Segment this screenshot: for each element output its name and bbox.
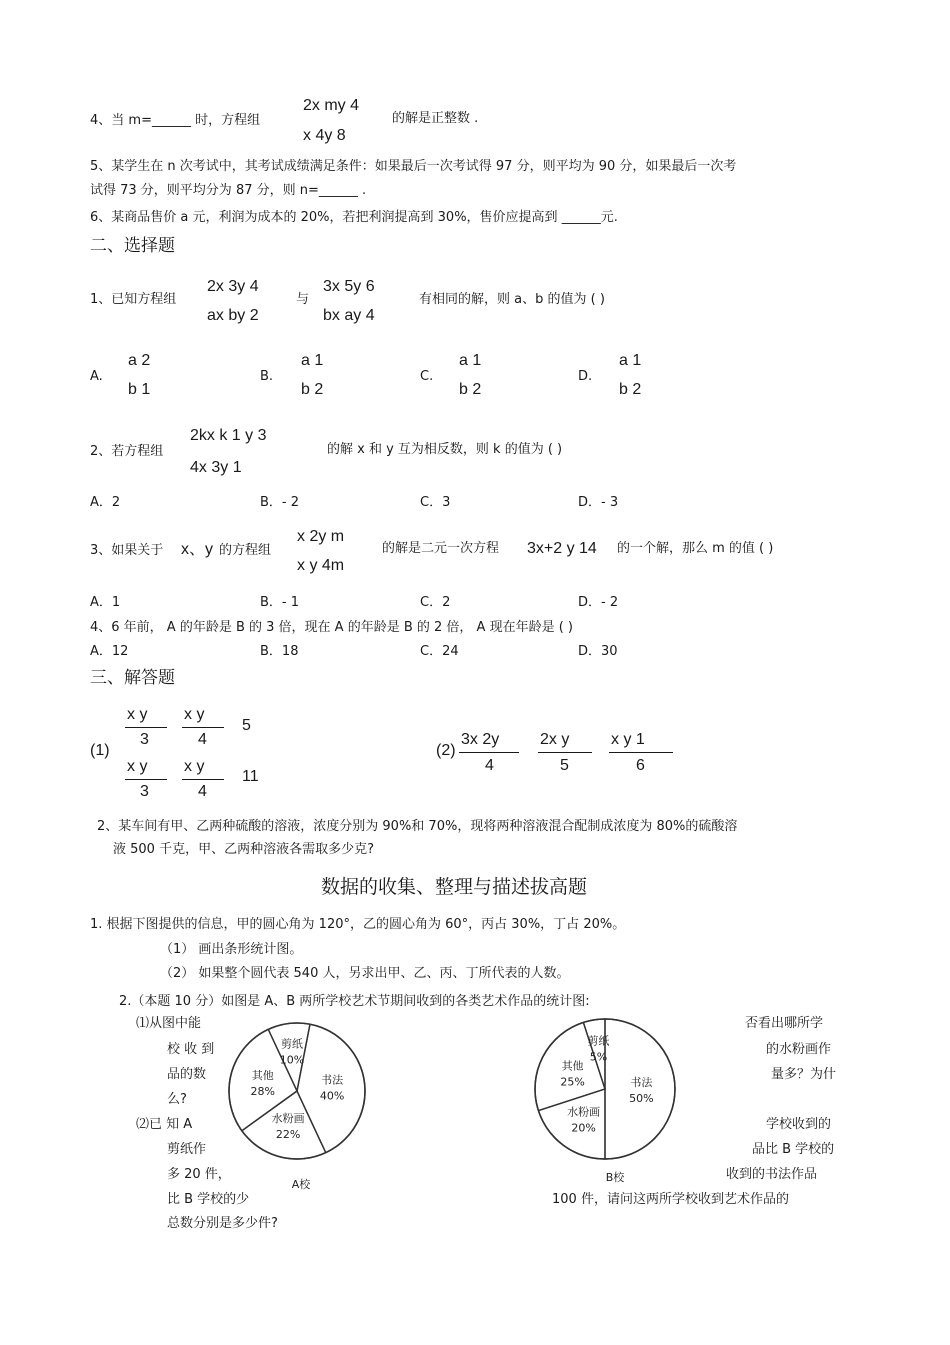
- slice-label-other: 其他: [251, 1069, 274, 1083]
- mc2-option-b: B．- 2: [260, 495, 300, 510]
- mc1-option-a-row1: a 2: [128, 352, 151, 369]
- p2-f2-denominator: 5: [560, 757, 569, 774]
- mc3-option-d: D．- 2: [578, 595, 619, 610]
- slice-label-gouache: 水粉画: [567, 1105, 601, 1119]
- mc3-prefix: 3、如果关于: [90, 543, 164, 558]
- stats-q2-left-8: 比 B 学校的少: [167, 1192, 250, 1207]
- pie-caption: B校: [605, 1171, 625, 1184]
- mc2-system-row2: 4x 3y 1: [190, 459, 242, 476]
- q5-line1: 5、某学生在 n 次考试中，其考试成绩满足条件：如果最后一次考试得 97 分，则平均为 90 分，如果最后一次考: [90, 159, 737, 174]
- stats-q2-left-9: 总数分别是多少件?: [167, 1216, 278, 1231]
- section-title-answers: 三、解答题: [90, 668, 175, 688]
- p1-r2-f2-bar: [182, 779, 224, 780]
- p1-r1-f1-bar: [125, 727, 167, 728]
- stats-q2-right-7: 100 件，请问这两所学校收到艺术作品的: [552, 1192, 789, 1207]
- mc2-option-c: C．3: [420, 495, 451, 510]
- mc2-prefix: 2、若方程组: [90, 444, 164, 459]
- mc3-system-row2: x y 4m: [297, 557, 345, 574]
- mc4-option-a: A．12: [90, 644, 129, 659]
- section-title-choice: 二、选择题: [90, 236, 175, 256]
- slice-label-other: 其他: [561, 1059, 584, 1073]
- problem2-label: (2): [436, 742, 456, 759]
- mc4-option-d: D．30: [578, 644, 618, 659]
- slice-value-calligraphy: 40%: [319, 1089, 345, 1103]
- slice-value-papercut: 10%: [279, 1053, 305, 1067]
- mc3-option-b: B．- 1: [260, 595, 300, 610]
- slice-label-papercut: 剪纸: [281, 1037, 304, 1051]
- p1-r1-f2-bar: [182, 727, 224, 728]
- mc3-post1: 的解是二元一次方程: [382, 541, 500, 556]
- mc1-option-c-label: C.: [420, 369, 434, 384]
- slice-label-gouache: 水粉画: [271, 1112, 305, 1126]
- mc2-option-d: D．- 3: [578, 495, 619, 510]
- q5-line2: 试得 73 分，则平均分为 87 分，则 n=______ .: [90, 183, 367, 198]
- mc2-option-a: A．2: [90, 495, 121, 510]
- mc1-option-d-row1: a 1: [619, 352, 642, 369]
- slice-label-calligraphy: 书法: [321, 1073, 344, 1087]
- slice-value-other: 25%: [560, 1075, 585, 1089]
- p2-f1-denominator: 4: [485, 757, 494, 774]
- answer2-line1: 2、某车间有甲、乙两种硫酸的溶液，浓度分别为 90%和 70%，现将两种溶液混合配制成浓度为 80%的硫酸溶: [97, 819, 738, 834]
- p1-r2-f2-denominator: 4: [198, 783, 207, 800]
- mc3-equation: 3x+2 y 14: [527, 540, 597, 557]
- mc2-suffix: 的解 x 和 y 互为相反数，则 k 的值为 ( ): [327, 442, 563, 457]
- p1-r1-f1-numerator: x y: [127, 706, 148, 723]
- mc1-system-b-row1: 3x 5y 6: [323, 278, 375, 295]
- q6-line: 6、某商品售价 a 元，利润为成本的 20%，若把利润提高到 30%，售价应提高到 ______元.: [90, 210, 618, 225]
- stats-q2-right-4: 学校收到的: [766, 1117, 832, 1132]
- mc1-system-a-row2: ax by 2: [207, 307, 259, 324]
- mc1-option-b-row2: b 2: [301, 381, 324, 398]
- slice-label-papercut: 剪纸: [587, 1034, 610, 1048]
- q4-suffix: 的解是正整数 .: [392, 111, 479, 126]
- mc1-option-b-label: B.: [260, 369, 274, 384]
- p2-f3-bar: [609, 752, 673, 753]
- mc1-option-c-row2: b 2: [459, 381, 482, 398]
- stats-q2-right-2: 的水粉画作: [766, 1042, 832, 1057]
- p2-f3-numerator: x y 1: [611, 731, 645, 748]
- q4-system-row1: 2x my 4: [303, 97, 360, 114]
- p2-f2-numerator: 2x y: [540, 731, 570, 748]
- stats-q2-left-4: 么?: [167, 1092, 187, 1107]
- p1-r2-f1-denominator: 3: [140, 783, 149, 800]
- p1-r2-rhs: 11: [242, 768, 259, 785]
- slice-value-gouache: 20%: [571, 1121, 596, 1135]
- stats-q2-left-1: ⑴从图中能: [136, 1016, 202, 1031]
- problem1-label: (1): [90, 742, 110, 759]
- mc3-option-c: C．2: [420, 595, 451, 610]
- mc1-option-a-row2: b 1: [128, 381, 151, 398]
- slice-value-papercut: 5%: [589, 1050, 608, 1064]
- p2-f2-bar: [538, 752, 592, 753]
- mc3-option-a: A．1: [90, 595, 121, 610]
- pie-chart-school-b: [530, 1012, 690, 1192]
- p2-f3-denominator: 6: [636, 757, 645, 774]
- slice-label-calligraphy: 书法: [630, 1076, 653, 1089]
- stats-q2-left-5: ⑵已 知 A: [136, 1117, 193, 1132]
- p1-r1-rhs: 5: [242, 717, 251, 734]
- stats-q2-left-6: 剪纸作: [167, 1142, 207, 1157]
- p1-r2-f2-numerator: x y: [184, 758, 205, 775]
- mc1-prefix: 1、已知方程组: [90, 292, 177, 307]
- mc1-option-d-row2: b 2: [619, 381, 642, 398]
- stats-q2-right-1: 否看出哪所学: [745, 1016, 824, 1031]
- slice-value-gouache: 22%: [275, 1128, 301, 1142]
- p2-f1-numerator: 3x 2y: [461, 731, 500, 748]
- p1-r1-f2-numerator: x y: [184, 706, 205, 723]
- pie-caption: A校: [291, 1178, 311, 1191]
- mc2-system-row1: 2kx k 1 y 3: [190, 427, 267, 444]
- q4-prefix: 4、当 m=______ 时，方程组: [90, 113, 261, 128]
- mc4-option-b: B．18: [260, 644, 299, 659]
- mc1-suffix: 有相同的解，则 a、b 的值为 ( ): [419, 292, 605, 307]
- stats-q2-left-2: 校 收 到: [167, 1042, 215, 1057]
- stats-q1-sub2: （2） 如果整个圆代表 540 人，另求出甲、乙、丙、丁所代表的人数。: [160, 966, 570, 981]
- mc1-option-c-row1: a 1: [459, 352, 482, 369]
- mc1-option-b-row1: a 1: [301, 352, 324, 369]
- stats-q2-right-5: 品比 B 学校的: [752, 1142, 835, 1157]
- stats-q2-left-3: 品的数: [167, 1067, 207, 1082]
- p1-r2-f1-bar: [125, 779, 167, 780]
- mc3-mid: 的方程组: [219, 543, 272, 558]
- p1-r1-f2-denominator: 4: [198, 731, 207, 748]
- mc1-option-a-label: A.: [90, 369, 103, 384]
- mc4-option-c: C．24: [420, 644, 459, 659]
- mc1-connector: 与: [296, 292, 310, 307]
- mc1-system-a-row1: 2x 3y 4: [207, 278, 259, 295]
- stats-q2-right-6: 收到的书法作品: [726, 1167, 818, 1182]
- q4-system-row2: x 4y 8: [303, 127, 346, 144]
- pie-chart-school-a: [228, 1008, 388, 1198]
- stats-q2-right-3: 量多？为什: [771, 1067, 837, 1082]
- p1-r2-f1-numerator: x y: [127, 758, 148, 775]
- answer2-line2: 液 500 千克，甲、乙两种溶液各需取多少克?: [113, 842, 374, 857]
- slice-value-other: 28%: [250, 1085, 276, 1099]
- p1-r1-f1-denominator: 3: [140, 731, 149, 748]
- mc1-option-d-label: D.: [578, 369, 593, 384]
- slice-value-calligraphy: 50%: [629, 1092, 654, 1105]
- mc3-system-row1: x 2y m: [297, 528, 345, 545]
- stats-q2-head: 2.（本题 10 分）如图是 A、B 两所学校艺术节期间收到的各类艺术作品的统计图:: [119, 994, 590, 1009]
- mc4-text: 4、6 年前， A 的年龄是 B 的 3 倍，现在 A 的年龄是 B 的 2 倍， A 现在年龄是 ( ): [90, 620, 573, 635]
- mc3-variables: x、y: [181, 541, 214, 558]
- mc3-post2: 的一个解，那么 m 的值 ( ): [617, 541, 774, 556]
- stats-q1-sub1: （1） 画出条形统计图。: [160, 942, 303, 957]
- mc1-system-b-row2: bx ay 4: [323, 307, 375, 324]
- stats-q1-text: 1. 根据下图提供的信息，甲的圆心角为 120°，乙的圆心角为 60°，丙占 30%，丁占 20%。: [90, 917, 626, 932]
- p2-f1-bar: [459, 752, 519, 753]
- stats-title: 数据的收集、整理与描述拔高题: [321, 876, 588, 898]
- stats-q2-left-7: 多 20 件，: [167, 1167, 231, 1182]
